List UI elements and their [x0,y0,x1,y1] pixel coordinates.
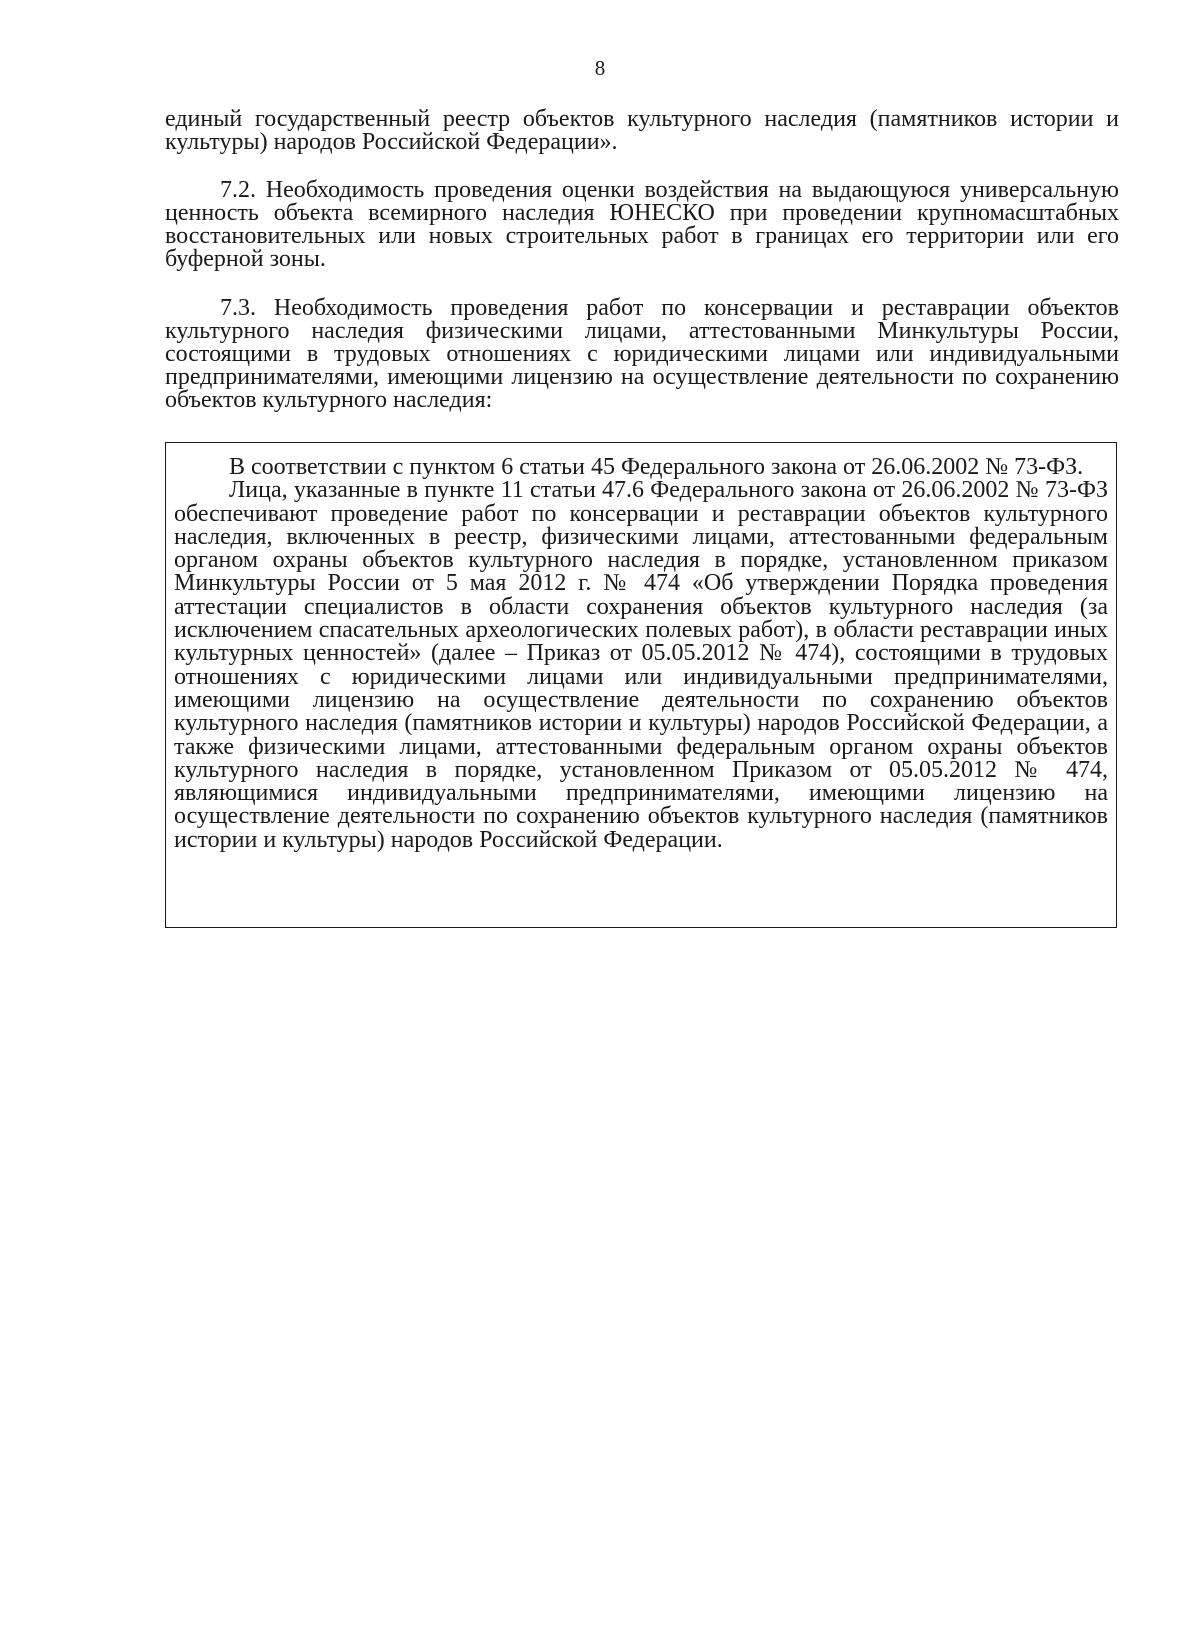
paragraph-7-2: 7.2. Необходимость проведения оценки воздействия на выдающуюся универсальную ценность объекта всемирного наследия ЮНЕСКО при проведении крупномасштабных восстановительных или новых строительных работ в границах его территории или его буферной зоны. [165,177,1119,272]
note-box [165,442,1117,928]
page-number: 8 [594,56,606,80]
paragraph-intro: единый государственный реестр объектов культурного наследия (памятников истории и культуры) народов Российской Федерации». [165,106,1119,155]
note-line-legal-basis: В соответствии с пунктом 6 статьи 45 Федерального закона от 26.06.2002 № 73-ФЗ. [229,454,1084,480]
paragraph-7-3: 7.3. Необходимость проведения работ по консервации и реставрации объектов культурного наследия физическими лицами, аттестованными Минкультуры России, состоящими в трудовых отношениях с юридическими лицами или индивидуальными предпринимателями, имеющими лицензию на осуществление деятельности по сохранению объектов культурного наследия: [165,295,1119,413]
note-line-description: Лица, указанные в пункте 11 статьи 47.6 Федерального закона от 26.06.2002 № 73-ФЗ обеспечивают проведение работ по консервации и реставрации объектов культурного наследия, включенных в реестр, физическими лицами, аттестованными федеральным органом охраны объектов культурного наследия в порядке, установленном приказом Минкультуры России от 5 мая 2012 г. № 474 «Об утверждении Порядка проведения аттестации специалистов в области сохранения объектов культурного наследия (за исключением спасательных археологических полевых работ), в области реставрации иных культурных ценностей» (далее – Приказ от 05.05.2012 № 474), состоящими в трудовых отношениях с юридическими лицами или индивидуальными предпринимателями, имеющими лицензию на осуществление деятельности по сохранению объектов культурного наследия (памятников истории и культуры) народов Российской Федерации, а также физическими лицами, аттестованными федеральным органом охраны объектов культурного наследия в порядке, установленном Приказом от 05.05.2012 № 474, являющимися индивидуальными предпринимателями, имеющими лицензию на осуществление деятельности по сохранению объектов культурного наследия (памятников истории и культуры) народов Российской Федерации. [174,477,1108,853]
